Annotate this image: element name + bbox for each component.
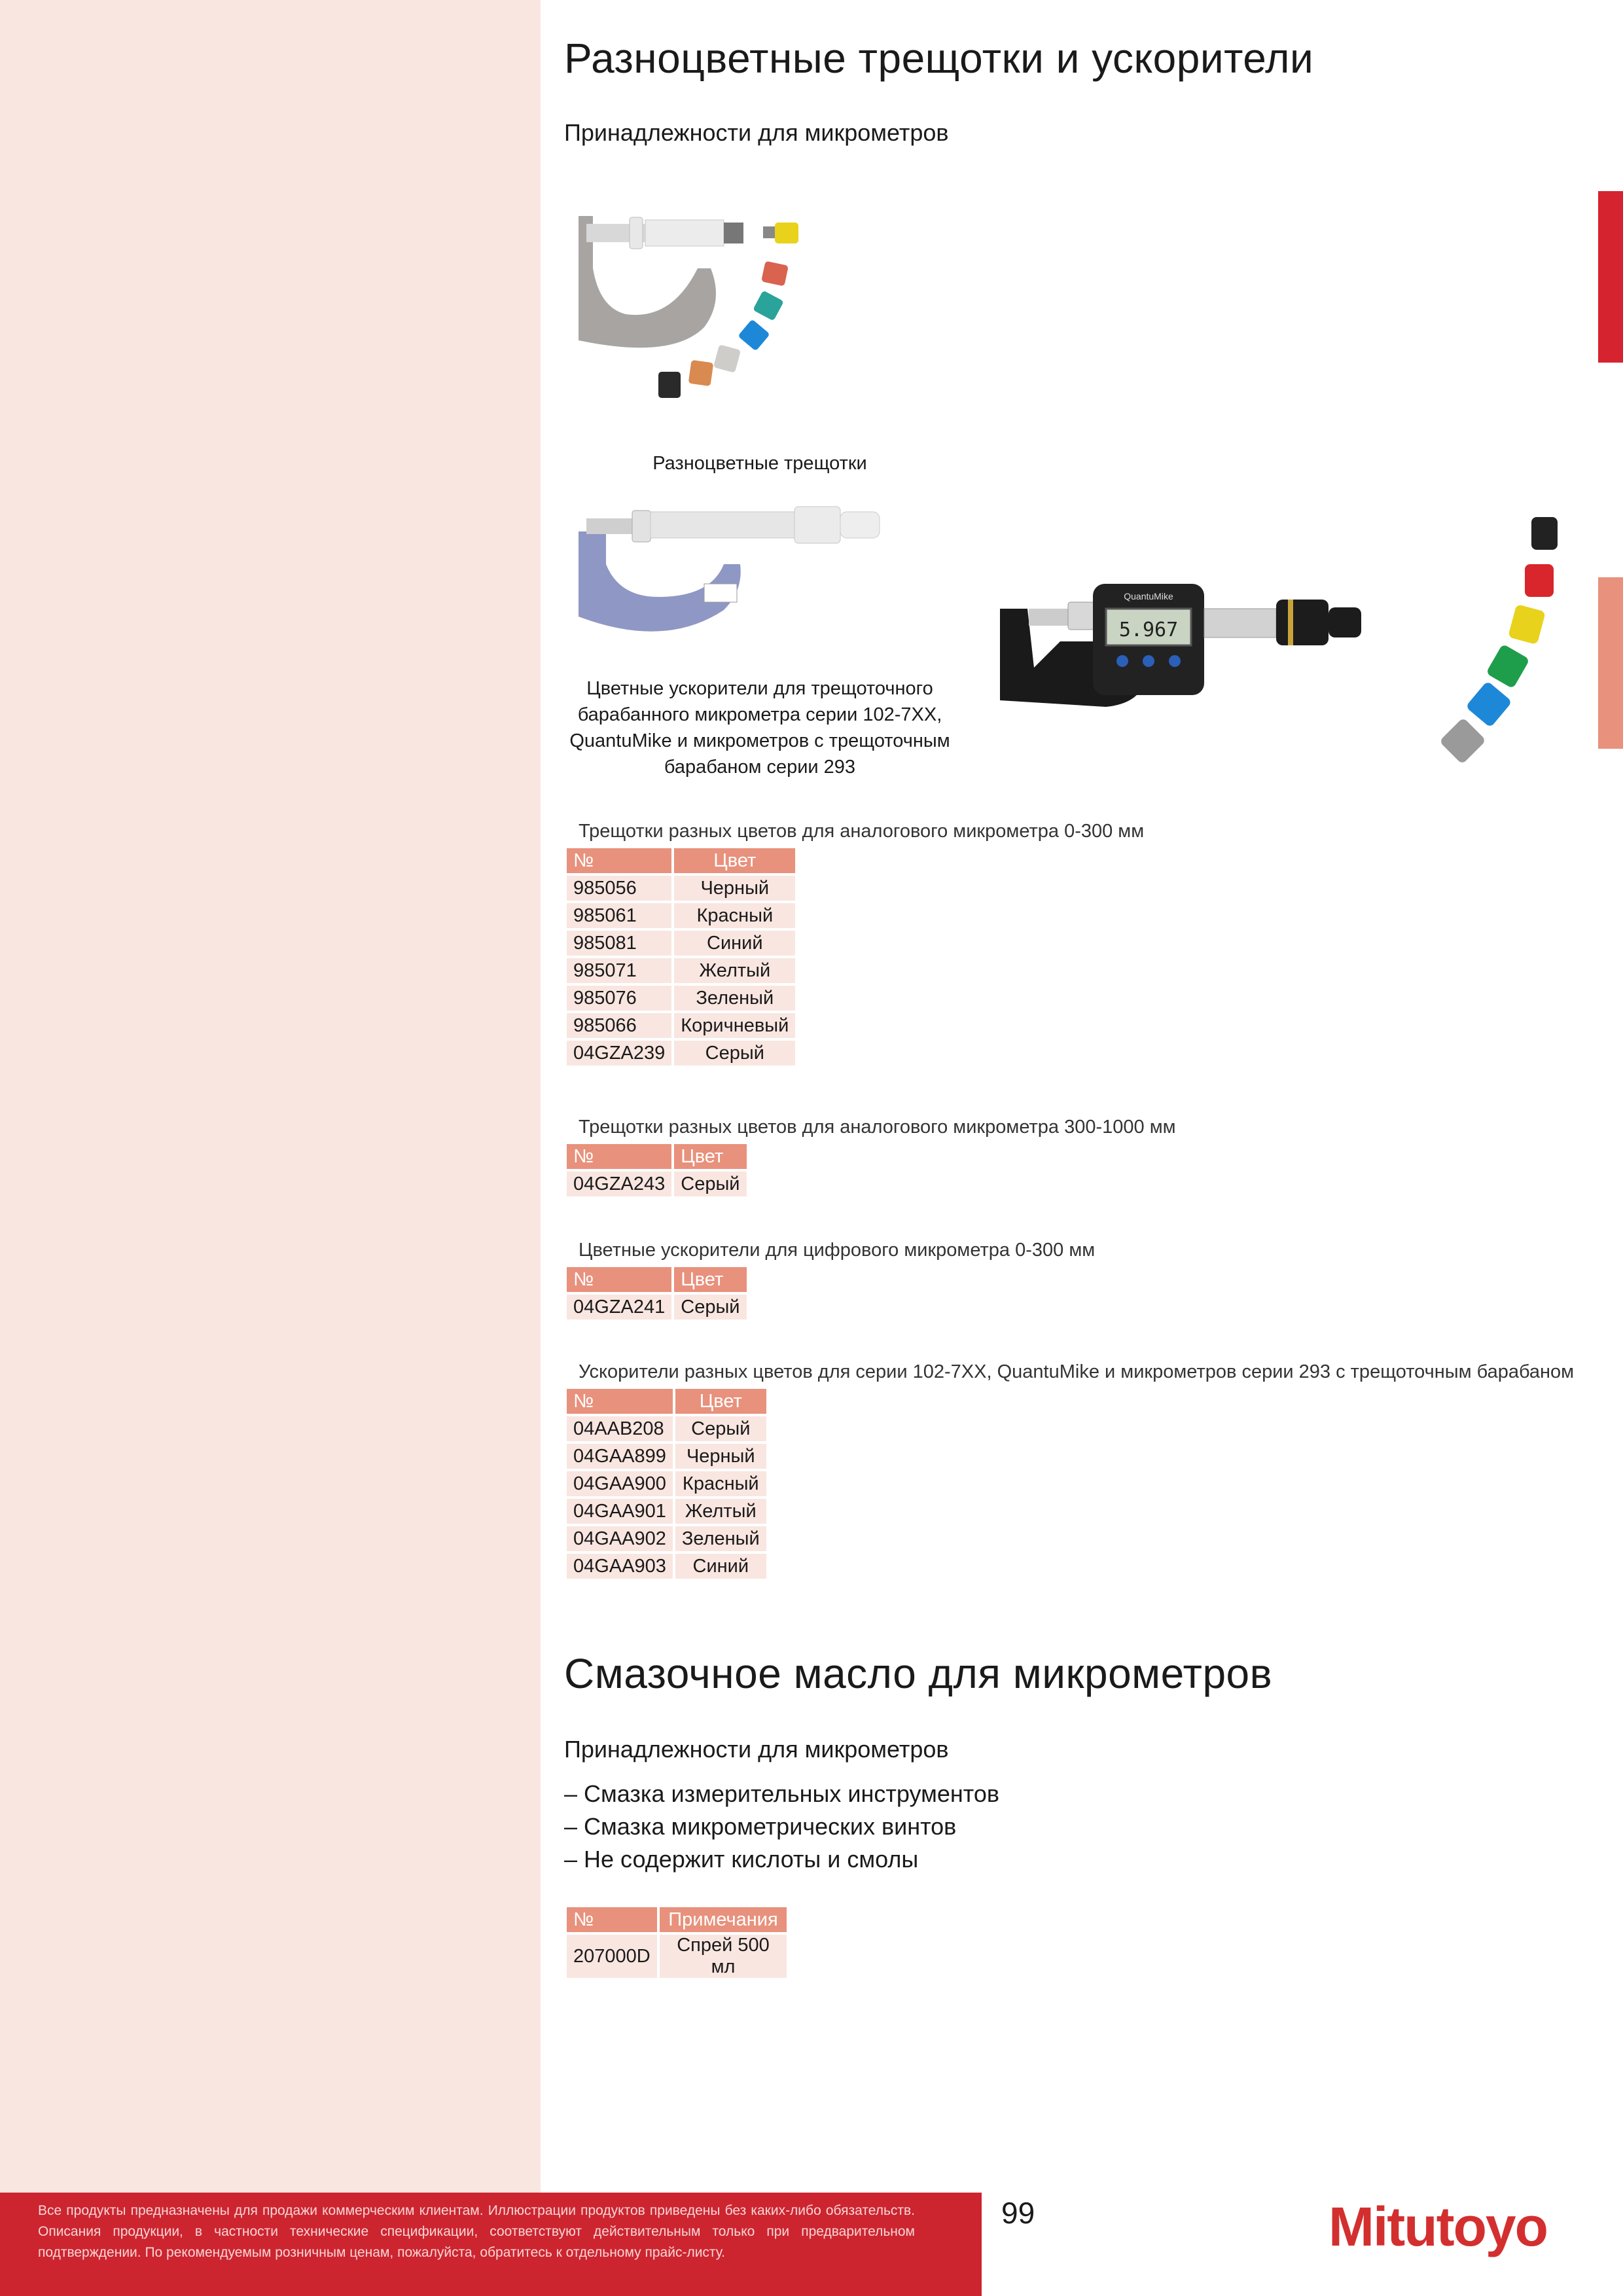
page-number: 99 xyxy=(1001,2196,1035,2230)
cell-number: 04AAB208 xyxy=(567,1416,673,1441)
cell-number: 985081 xyxy=(567,931,671,956)
table2 xyxy=(564,1141,749,1199)
speeder-caption-line: барабанного микрометра серии 102-7XX, xyxy=(577,704,942,725)
col-color: Цвет xyxy=(674,1144,746,1169)
cell-color: Коричневый xyxy=(674,1013,795,1038)
table3-caption: Цветные ускорители для цифрового микрометра 0-300 мм xyxy=(579,1240,1096,1261)
table-header-row xyxy=(567,1907,787,1932)
col-number: № xyxy=(567,1389,673,1414)
table1 xyxy=(564,846,798,1068)
cell-number: 985061 xyxy=(567,903,671,928)
list-item: – Смазка измерительных инструментов xyxy=(564,1778,999,1810)
cell-color: Зеленый xyxy=(674,986,795,1011)
col-number: № xyxy=(567,848,671,873)
cell-number: 207000D xyxy=(567,1935,657,1978)
cell-number: 04GAA902 xyxy=(567,1526,673,1551)
table1-caption: Трещотки разных цветов для аналогового микрометра 0-300 мм xyxy=(579,821,1145,842)
cell-color: Черный xyxy=(675,1444,766,1469)
table2-caption: Трещотки разных цветов для аналогового микрометра 300-1000 мм xyxy=(579,1117,1176,1138)
cell-color: Желтый xyxy=(674,958,795,983)
col-number: № xyxy=(567,1267,671,1292)
oil-table xyxy=(564,1905,789,1981)
cell-number: 04GAA900 xyxy=(567,1471,673,1496)
table-header-row xyxy=(567,1389,766,1414)
cell-color: Синий xyxy=(674,931,795,956)
left-margin-band xyxy=(0,0,541,2193)
table-row xyxy=(567,1935,787,1978)
cell-number: 985071 xyxy=(567,958,671,983)
cell-number: 04GAA903 xyxy=(567,1554,673,1579)
speeder-caption-line: Цветные ускорители для трещоточного xyxy=(586,678,933,699)
table-row xyxy=(567,931,795,956)
section-title: Разноцветные трещотки и ускорители xyxy=(564,35,1314,82)
ratchets-image xyxy=(567,190,953,439)
col-color: Цвет xyxy=(675,1389,766,1414)
speeder-caption xyxy=(567,675,953,780)
brand-logo: Mitutoyo xyxy=(1329,2196,1547,2257)
cell-color: Желтый xyxy=(675,1499,766,1524)
ratchets-caption: Разноцветные трещотки xyxy=(652,453,867,474)
table3 xyxy=(564,1265,749,1322)
section2-subtitle: Принадлежности для микрометров xyxy=(564,1736,949,1763)
table-row xyxy=(567,1013,795,1038)
cell-number: 04GZA239 xyxy=(567,1041,671,1066)
cell-color: Красный xyxy=(674,903,795,928)
cell-color: Серый xyxy=(675,1416,766,1441)
cell-color: Черный xyxy=(674,876,795,901)
section2-title: Смазочное масло для микрометров xyxy=(564,1650,1273,1697)
cell-number: 985066 xyxy=(567,1013,671,1038)
digital-micrometer-image xyxy=(995,569,1387,726)
col-number: № xyxy=(567,1144,671,1169)
table-row xyxy=(567,1416,766,1441)
table-row xyxy=(567,1554,766,1579)
speeder-caption-line: QuantuMike и микрометров с трещоточным xyxy=(569,730,950,751)
table-row xyxy=(567,903,795,928)
cell-number: 04GAA899 xyxy=(567,1444,673,1469)
speeder-micrometer-image xyxy=(567,492,953,656)
col-notes: Примечания xyxy=(660,1907,787,1932)
cell-notes: Спрей 500 мл xyxy=(660,1935,787,1978)
cell-number: 985056 xyxy=(567,876,671,901)
table-row xyxy=(567,1041,795,1066)
section-subtitle: Принадлежности для микрометров xyxy=(564,119,949,146)
feature-list xyxy=(564,1778,999,1876)
digital-display-readout: 5.967 xyxy=(1118,619,1179,641)
cell-number: 985076 xyxy=(567,986,671,1011)
table-row xyxy=(567,1471,766,1496)
cell-number: 04GAA901 xyxy=(567,1499,673,1524)
list-item: – Не содержит кислоты и смолы xyxy=(564,1843,999,1876)
table-row xyxy=(567,958,795,983)
table4-caption: Ускорители разных цветов для серии 102-7XX, QuantuMike и микрометров серии 293 с трещоточным барабаном xyxy=(579,1361,1575,1382)
section-tab-red xyxy=(1598,191,1623,363)
cell-number: 04GZA241 xyxy=(567,1295,671,1319)
cell-color: Зеленый xyxy=(675,1526,766,1551)
table4 xyxy=(564,1386,769,1581)
cell-color: Серый xyxy=(674,1041,795,1066)
section-tab-salmon xyxy=(1598,577,1623,749)
speeder-caps-image xyxy=(1420,511,1577,785)
table-row xyxy=(567,1526,766,1551)
digital-brand-text: QuantuMike xyxy=(1124,591,1173,601)
footer-disclaimer: Все продукты предназначены для продажи коммерческим клиентам. Иллюстрации продуктов приведены без каких-либо обязательств. Описания продукции, в частности технические спецификации, соответствуют действительным только при предварительном подтверждении. По рекомендуемым розничным ценам, пожалуйста, обратитесь к отдельному прайс-листу. xyxy=(38,2203,915,2260)
cell-color: Серый xyxy=(674,1172,746,1196)
table-row xyxy=(567,986,795,1011)
cell-color: Синий xyxy=(675,1554,766,1579)
table-row xyxy=(567,1172,747,1196)
table-header-row xyxy=(567,1267,747,1292)
col-number: № xyxy=(567,1907,657,1932)
table-header-row xyxy=(567,1144,747,1169)
table-row xyxy=(567,1295,747,1319)
cell-color: Красный xyxy=(675,1471,766,1496)
col-color: Цвет xyxy=(674,1267,746,1292)
table-row xyxy=(567,876,795,901)
cell-number: 04GZA243 xyxy=(567,1172,671,1196)
col-color: Цвет xyxy=(674,848,795,873)
list-item: – Смазка микрометрических винтов xyxy=(564,1810,999,1843)
speeder-caption-line: барабаном серии 293 xyxy=(664,757,856,778)
cell-color: Серый xyxy=(674,1295,746,1319)
table-row xyxy=(567,1499,766,1524)
table-header-row xyxy=(567,848,795,873)
table-row xyxy=(567,1444,766,1469)
